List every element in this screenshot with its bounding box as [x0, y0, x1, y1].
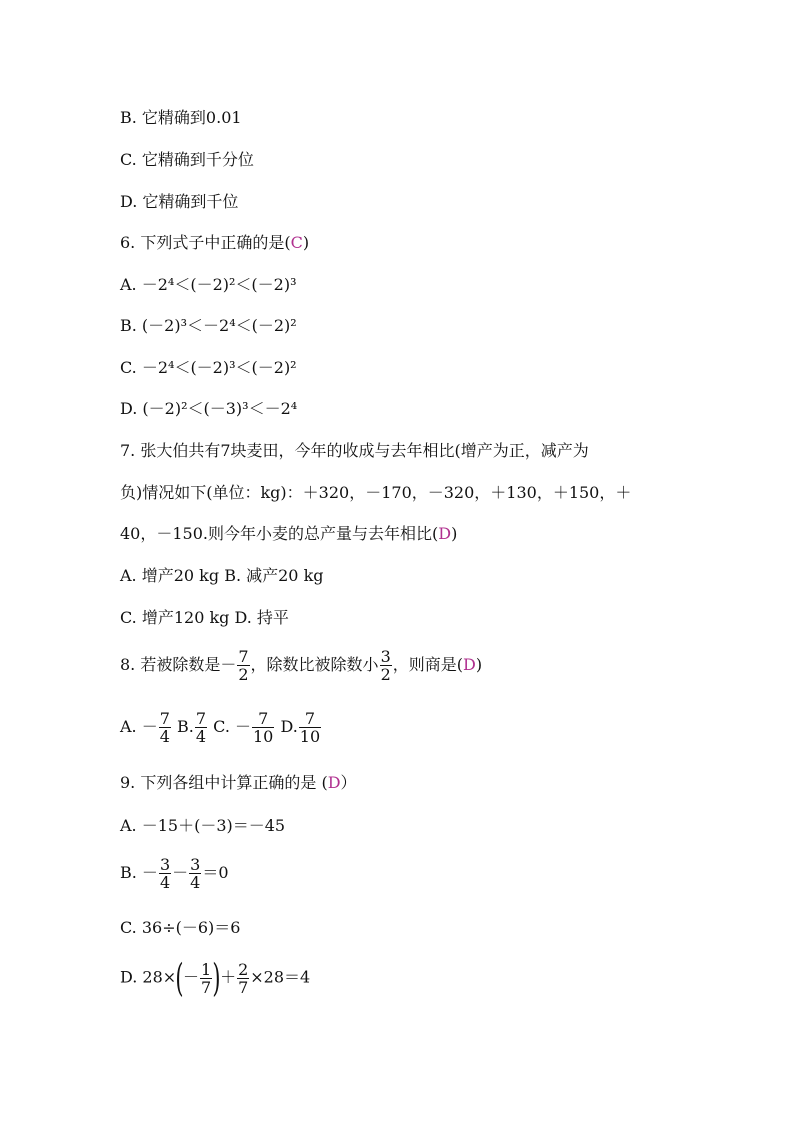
fraction-7-10-d: $\frac{7}{10}$	[299, 709, 321, 746]
option-b-q5: B. 它精确到0.01	[120, 108, 242, 127]
fraction-2-7: $\frac{2}{7}$	[238, 959, 249, 997]
question-7-line-1: 7. 张大伯共有7块麦田，今年的收成与去年相比(增产为正，减产为	[120, 441, 589, 460]
option-c-q6: C. －2⁴＜(－2)³＜(－2)²	[120, 358, 297, 377]
question-7-line-2: 负)情况如下(单位：kg)：＋320，－170，－320，＋130，＋150，＋	[120, 483, 632, 502]
option-b-q9-result: ＝0	[202, 863, 229, 882]
option-d-q9	[120, 958, 310, 998]
option-d-q5: D. 它精确到千位	[120, 192, 239, 211]
option-a-q6: A. －2⁴＜(－2)²＜(－2)³	[120, 275, 297, 294]
question-9-close: ）	[340, 773, 357, 792]
question-8-close: )	[475, 655, 483, 674]
option-d-q8-label: D.	[280, 717, 298, 736]
question-9	[120, 773, 357, 793]
option-b-q9	[120, 856, 229, 891]
paren-right: )	[212, 956, 221, 1000]
question-8-text: 8. 若被除数是－	[120, 655, 237, 674]
question-8-tail: ，则商是(	[392, 655, 463, 674]
question-7-text: 40，－150.则今年小麦的总产量与去年相比(	[120, 524, 439, 543]
paren-left: (	[175, 956, 184, 1000]
answer-8: D	[463, 655, 476, 674]
answer-6: C	[290, 233, 303, 252]
fraction-7-10-c: $\frac{7}{10}$	[253, 709, 274, 746]
option-c-q9: C. 36÷(－6)＝6	[120, 918, 241, 937]
option-d-q9-minus: －	[183, 967, 200, 987]
option-a-q8-label: A. －	[120, 717, 158, 736]
fraction-1-7: $\frac{1}{7}$	[201, 959, 212, 997]
option-c-q5: C. 它精确到千分位	[120, 150, 254, 169]
fraction-7-2: $\frac{7}{2}$	[238, 647, 249, 684]
question-6-text: 6. 下列式子中正确的是(	[120, 233, 291, 252]
answer-7: D	[438, 524, 452, 543]
fraction-7-4-a: $\frac{7}{4}$	[159, 709, 170, 746]
option-d-q6: D. (－2)²＜(－3)³＜－2⁴	[120, 399, 298, 418]
option-b-q6: B. (－2)³＜－2⁴＜(－2)²	[120, 316, 297, 335]
fraction-7-4-b: $\frac{7}{4}$	[195, 709, 207, 746]
question-7-line-3	[120, 524, 457, 544]
options-cd-q7: C. 增产120 kg D. 持平	[120, 608, 289, 627]
options-ab-q7: A. 增产20 kg B. 减产20 kg	[120, 566, 324, 585]
fraction-3-4-second: $\frac{3}{4}$	[190, 855, 201, 892]
answer-9: D	[327, 773, 341, 792]
option-b-q9-label: B. －	[120, 863, 158, 882]
question-9-text: 9. 下列各组中计算正确的是 (	[120, 773, 328, 792]
question-8	[120, 648, 482, 683]
option-b-q8-label: B.	[177, 717, 194, 736]
option-c-q8-label: C. －	[213, 717, 251, 736]
option-d-q9-plus: ＋	[220, 967, 237, 987]
option-d-q9-label: D. 28×	[120, 967, 177, 987]
options-q8	[120, 710, 322, 745]
question-8-mid: ，除数比被除数小	[250, 655, 379, 674]
option-d-q9-result: ×28＝4	[250, 967, 311, 987]
question-6-close: )	[302, 233, 310, 252]
option-b-q9-minus: －	[172, 863, 189, 882]
fraction-3-4-first: $\frac{3}{4}$	[159, 855, 171, 892]
question-7-close: )	[451, 524, 458, 543]
option-a-q9: A. －15＋(－3)＝－45	[120, 816, 286, 835]
fraction-3-2: $\frac{3}{2}$	[380, 647, 391, 684]
question-6	[120, 233, 309, 253]
